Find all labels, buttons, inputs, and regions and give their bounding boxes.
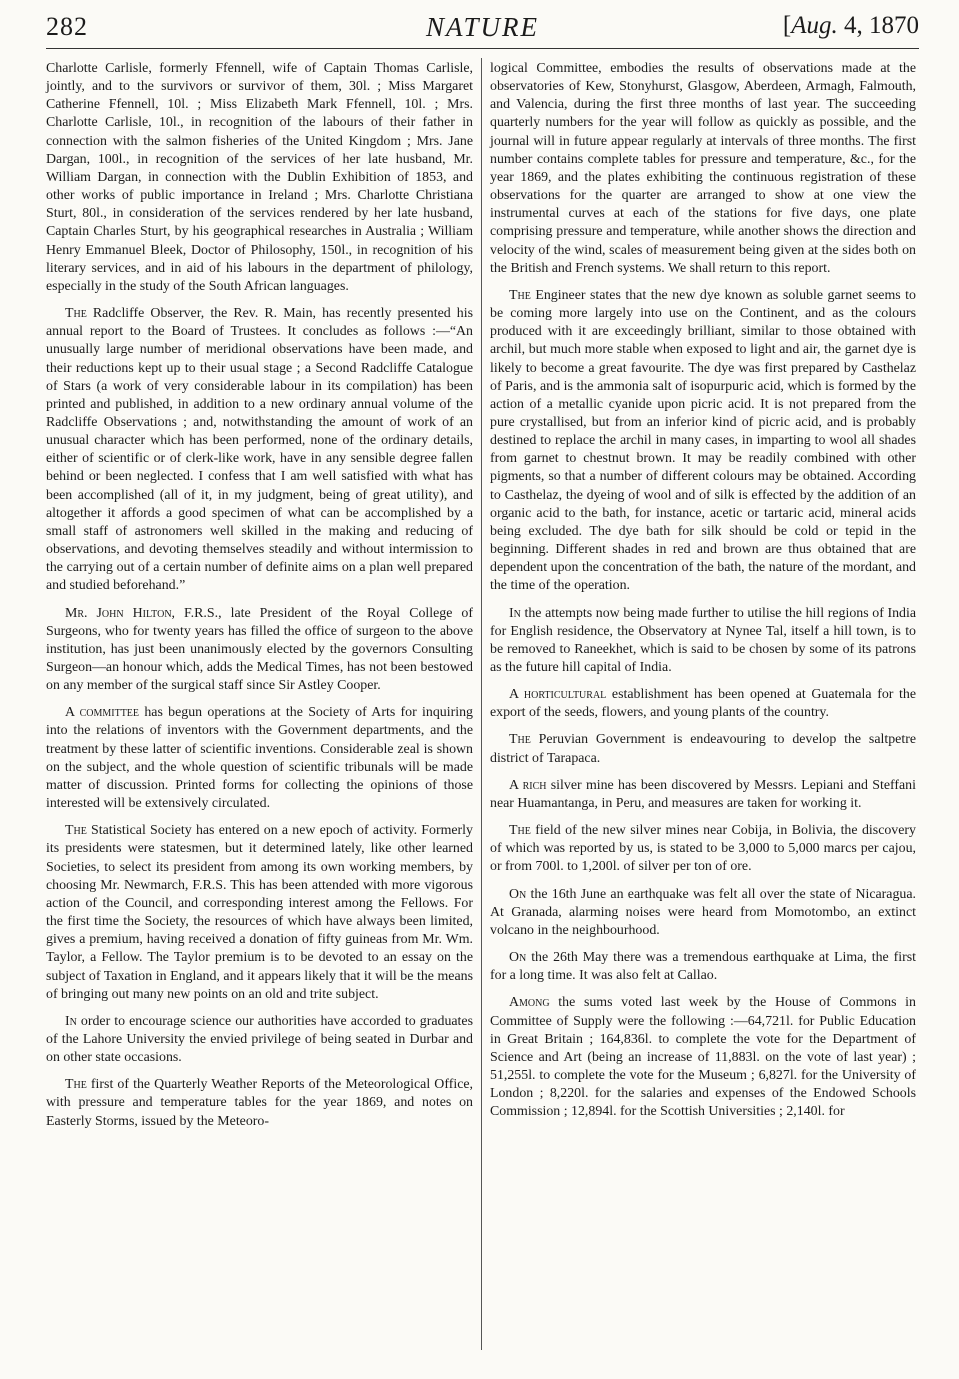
left-column	[46, 60, 473, 1140]
paragraph: The Radcliffe Observer, the Rev. R. Main, has recently presented his annual report to the Board of Trustees. It concludes as follows :—“An unusually large number of meridional observations have been made, and their reductions kept up to their usual stage ; a Second Radcliffe Catalogue of Stars (a work of very considerable labour in its compilation) has been printed and published, in addition to a new ordinary annual volume of the Radcliffe Observations ; and, notwithstanding the amount of work of an unusual character which has been performed, none of the ordinary details, either of scientific or of clerk-like work, have in any sensible degree fallen behind or been neglected. I confess that I am well satisfied with what has been accomplished (all of it, in my judgment, being of great utility), and altogether it affords a good specimen of what can be accomplished by a small staff of astronomers well skilled in the making and reducing of observations, and devoting themselves steadily and without intermission to the carrying out of a certain number of definite aims on a plan well prepared and studied beforehand.”	[46, 306, 473, 594]
page-header	[46, 10, 919, 49]
paragraph: The Engineer states that the new dye known as soluble garnet seems to be coming more largely into use on the Continent, and as the colours produced with it are exceedingly brilliant, similar to those obtained with archil, but much more stable when exposed to light and air, the garnet dye is likely to become a great favourite. The dye was first prepared by Casthelaz of Paris, and is the ammonia salt of isopurpuric acid, which is formed by the action of a metallic cyanide upon picric acid. It is not prepared from the pure crystallised, but from an inferior kind of picric acid, and is probably destined to replace the archil in many cases, in imparting to wool all shades from garnet to chestnut brown. It may be readily combined with other pigments, so that a number of different colours may be obtained. According to Casthelaz, the dyeing of wool and of silk is effected by the addition of an organic acid to the bath, for instance, acetic or tartaric acid, mineral acids being excluded. The dye bath for silk should be cold or tepid in the beginning. Different shades in red and brown are thus obtained that are dependent upon the concentration of the bath, the nature of the mordant, and the time of the operation.	[490, 287, 916, 594]
page-number: 282	[46, 12, 88, 41]
paragraph: A horticultural establishment has been opened at Guatemala for the export of the seeds, flowers, and young plants of the country.	[490, 687, 916, 721]
date-bracket: [	[782, 12, 792, 39]
paragraph: On the 26th May there was a tremendous earthquake at Lima, the first for a long time. It was also felt at Callao.	[490, 950, 916, 984]
right-column	[490, 60, 916, 1130]
paragraph: A rich silver mine has been discovered by Messrs. Lepiani and Steffani near Huamantanga, in Peru, and measures are taken for working it.	[490, 777, 916, 811]
column-divider	[481, 58, 482, 1350]
paragraph: The field of the new silver mines near Cobija, in Bolivia, the discovery of which was reported by us, is stated to be 3,000 to 5,000 marcs per cajou, or from 700l. to 1,200l. of silver per ton of ore.	[490, 823, 916, 875]
paragraph: The first of the Quarterly Weather Reports of the Meteorological Office, with pressure and temperature tables for the year 1869, and notes on Easterly Storms, issued by the Meteoro-	[46, 1077, 473, 1129]
date-rest: 4, 1870	[837, 12, 919, 39]
paragraph: Mr. John Hilton, F.R.S., late President of the Royal College of Surgeons, who for twenty years has filled the office of surgeon to the above institution, has just been unanimously elected by the governors Consulting Surgeon—an honour which, adds the Medical Times, has not been bestowed on any member of the surgical staff since Sir Astley Cooper.	[46, 605, 473, 694]
paragraph: A committee has begun operations at the Society of Arts for inquiring into the relations of inventors with the Government departments, and the treatment by these latter of scientific inventions. Considerable zeal is shown on the subject, and the whole question of scientific tribunals will be made matter of discussion. Printed forms for collecting the opinions of those interested will be extensively circulated.	[46, 705, 473, 812]
paragraph: In the attempts now being made further to utilise the hill regions of India for English residence, the Observatory at Nynee Tal, itself a hill town, is to be removed to Raneekhet, which is said to be chosen by some of its patrons as the future hill capital of India.	[490, 605, 916, 675]
paragraph: The Statistical Society has entered on a new epoch of activity. Formerly its presidents were statesmen, but it determined lately, like other learned Societies, to select its president from among its own working members, by choosing Mr. Newmarch, F.R.S. This has been attended with more vigorous action of the Council, and corresponding interest among the Fellows. For the first time the Society, the resources of which have always been limited, gives a premium, having received a donation of fifty guineas from Mr. Wm. Taylor, a Fellow. The Taylor premium is to be devoted to an essay on the subject of Taxation in England, and it appears likely that it will be the means of bringing out many new points on an old and trite subject.	[46, 823, 473, 1002]
date-month: Aug.	[791, 12, 838, 39]
paragraph: Charlotte Carlisle, formerly Ffennell, wife of Captain Thomas Carlisle, jointly, and to the survivors or survivor of them, 30l. ; Miss Margaret Catherine Ffennell, 10l. ; Miss Elizabeth Mark Ffennell, 10l. ; Mrs. Charlotte Carlisle, 10l., in recognition of the labours of their father in connection with the salmon fisheries of the United Kingdom ; Mrs. Jane Dargan, 100l., in recognition of the services of her late husband, Mr. William Dargan, in connection with the Dublin Exhibition of 1853, and other works of public importance in Ireland ; Mrs. Charlotte Christiana Sturt, 80l., in consideration of the services rendered by her late husband, Captain Charles Sturt, by his geographical researches in Australia ; William Henry Emmanuel Bleek, Doctor of Philosophy, 150l., in recognition of his literary services, and in aid of his labours in the department of philology, especially in the study of the South African languages.	[46, 61, 473, 294]
paragraph: Among the sums voted last week by the House of Commons in Committee of Supply were the following :—64,721l. for Public Education in Great Britain ; 164,836l. to complete the vote for the Department of Science and Art (being an increase of 11,883l. on the vote of last year) ; 51,255l. to complete the vote for the Museum ; 6,827l. for the University of London ; 8,220l. for the salaries and expenses of the Endowed Schools Commission ; 12,894l. for the Scottish Universities ; 2,140l. for	[490, 995, 916, 1120]
paragraph: In order to encourage science our authorities have accorded to graduates of the Lahore University the envied privilege of being seated in Durbar and on other state occasions.	[46, 1013, 473, 1066]
journal-title: NATURE	[426, 12, 539, 42]
paragraph: logical Committee, embodies the results of observations made at the observatories of Kew, Stonyhurst, Glasgow, Aberdeen, Armagh, Falmouth, and Valencia, during the first three months of last year. The succeeding quarterly numbers for the year will follow as quickly as possible, and the journal will in future appear regularly at intervals of three months. The first number contains complete tables for pressure and temperature, &c., for the year 1869, and the plates exhibiting the continuous registration of these observations for the quarter are arranged to show at one view the instrumental curves at each of the stations for five days, one plate comprising pressure and temperature, while another shows the direction and velocity of the wind, scales of measurement being given at the sides both on the British and French systems. We shall return to this report.	[490, 61, 916, 276]
issue-date	[783, 12, 919, 40]
paragraph: On the 16th June an earthquake was felt all over the state of Nicaragua. At Granada, alarming noises were heard from Momotombo, an extinct volcano in the neighbourhood.	[490, 886, 916, 938]
paragraph: The Peruvian Government is endeavouring to develop the saltpetre district of Tarapaca.	[490, 732, 916, 766]
